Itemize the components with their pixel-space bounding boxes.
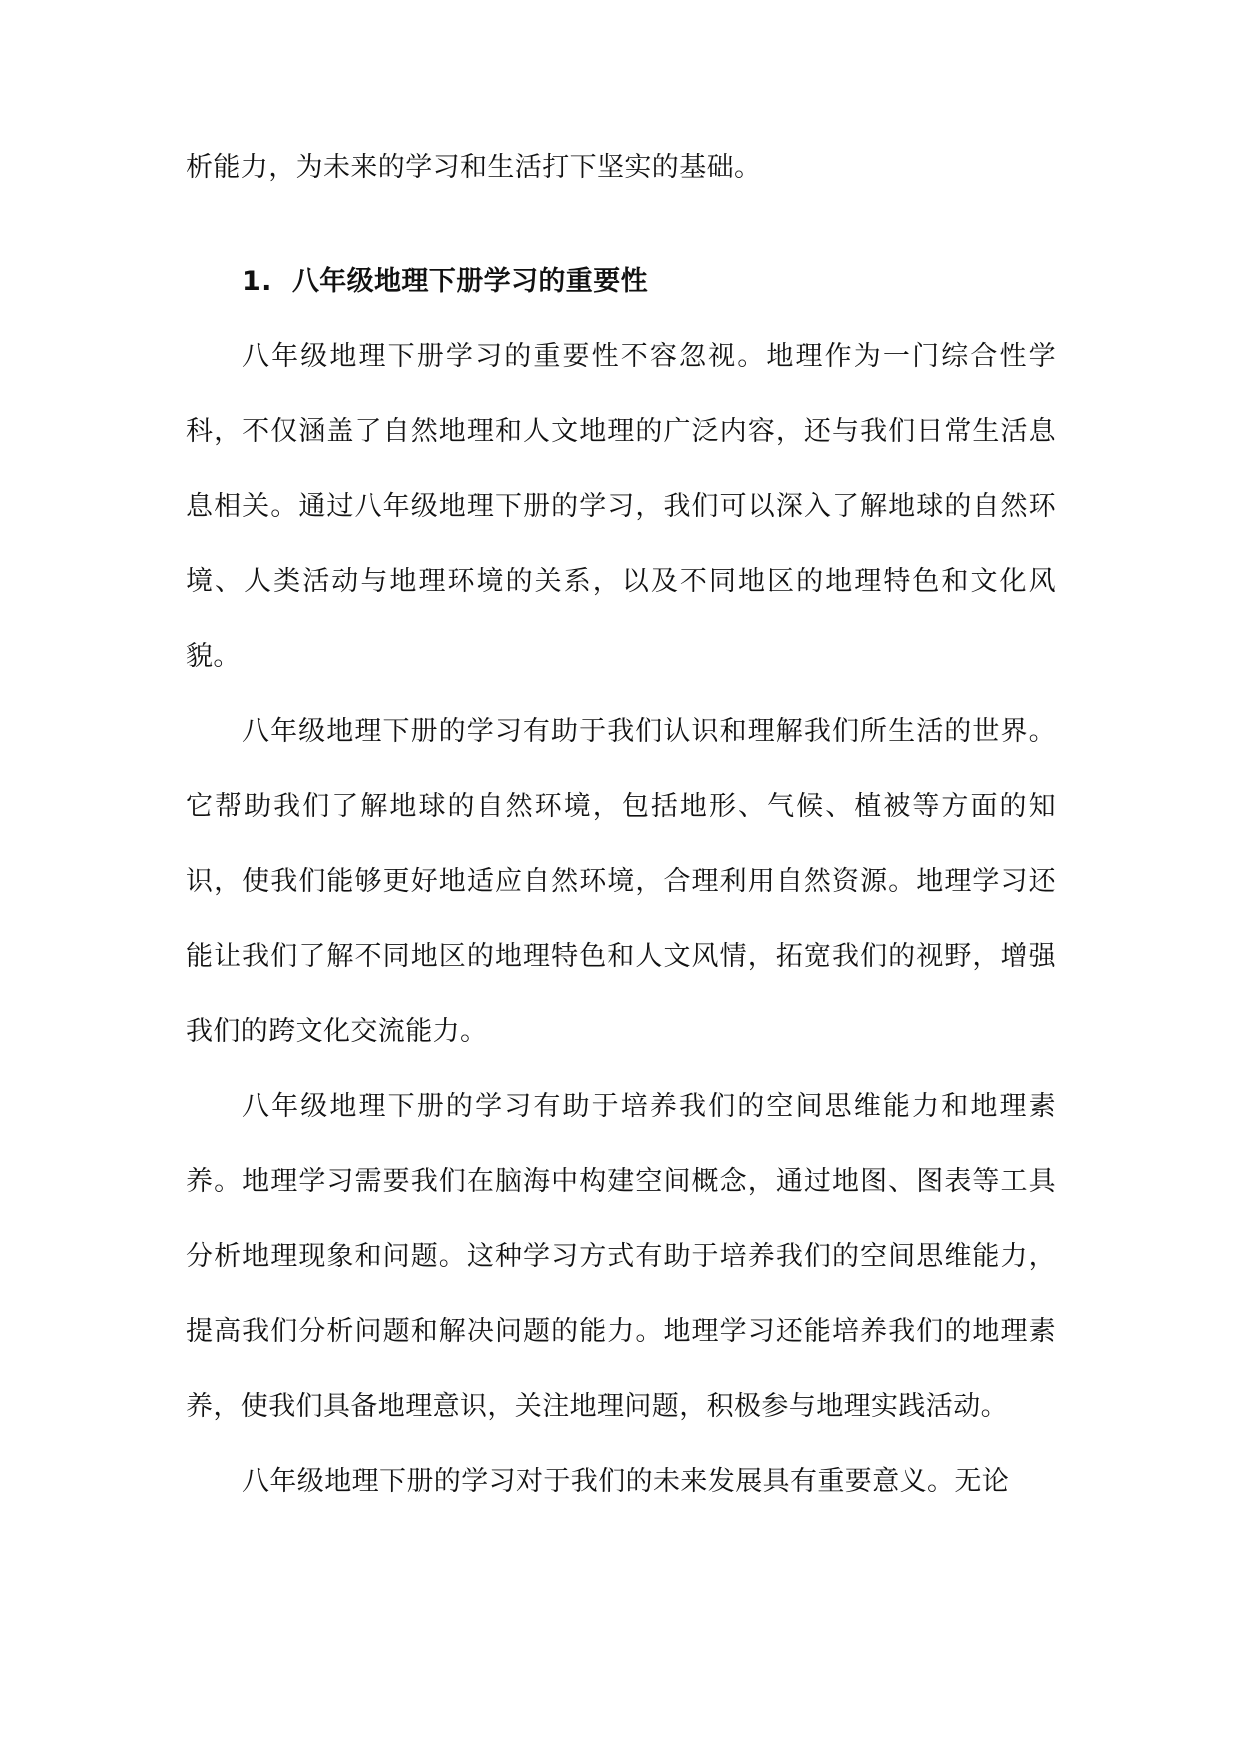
section-number: 1. <box>242 266 272 297</box>
lead-paragraph: 析能力，为未来的学习和生活打下坚实的基础。 <box>186 152 762 183</box>
body-paragraph: 八年级地理下册的学习对于我们的未来发展具有重要意义。无论 <box>242 1466 1010 1497</box>
body-paragraph: 八年级地理下册的学习有助于培养我们的空间思维能力和地理素养。地理学习需要我们在脑海中构建空间概念，通过地图、图表等工具分析地理现象和问题。这种学习方式有助于培养我们的空间思维能力，提高我们分析问题和解决问题的能力。地理学习还能培养我们的地理素养，使我们具备地理意识，关注地理问题，积极参与地理实践活动。 <box>186 1091 1056 1422</box>
body-paragraph: 八年级地理下册学习的重要性不容忽视。地理作为一门综合性学科，不仅涵盖了自然地理和人文地理的广泛内容，还与我们日常生活息息相关。通过八年级地理下册的学习，我们可以深入了解地球的自然环境、人类活动与地理环境的关系，以及不同地区的地理特色和文化风貌。 <box>186 341 1056 672</box>
section-heading <box>186 244 1056 319</box>
section-title: 八年级地理下册学习的重要性 <box>291 266 649 297</box>
body-paragraph: 八年级地理下册的学习有助于我们认识和理解我们所生活的世界。它帮助我们了解地球的自然环境，包括地形、气候、植被等方面的知识，使我们能够更好地适应自然环境，合理利用自然资源。地理学习还能让我们了解不同地区的地理特色和人文风情，拓宽我们的视野，增强我们的跨文化交流能力。 <box>186 716 1056 1047</box>
document-page <box>186 130 1056 1519</box>
